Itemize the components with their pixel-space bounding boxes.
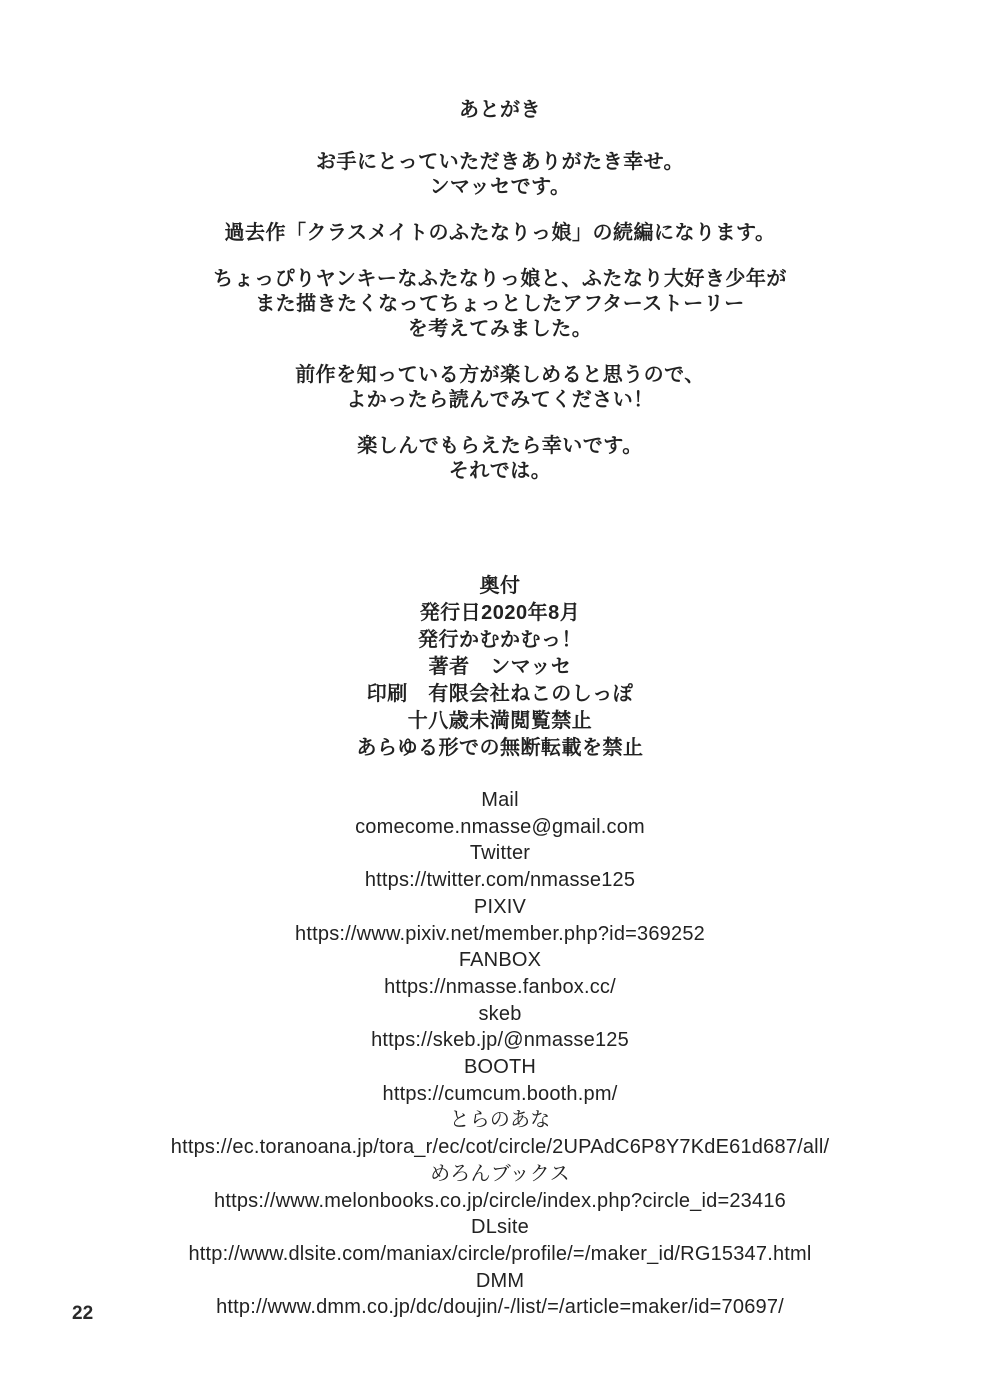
afterword-line: よかったら読んでみてください！ [346, 389, 654, 411]
afterword-line: ちょっぴりヤンキーなふたなりっ娘と、ふたなり大好き少年が [213, 268, 787, 290]
link-url: https://www.melonbooks.co.jp/circle/index.php?circle_id=23416 [214, 1189, 786, 1212]
links-section [0, 787, 1000, 1321]
link-label: BOOTH [463, 1056, 537, 1079]
afterword-line: お手にとっていただきありがたき幸せ。 [316, 151, 684, 173]
colophon-line: 発行日2020年8月 [419, 602, 581, 624]
afterword-line: を考えてみました。 [407, 318, 593, 340]
afterword-line: それでは。 [448, 460, 552, 482]
afterword-line: また描きたくなってちょっとしたアフターストーリー [255, 293, 745, 315]
afterword-paragraph [0, 363, 1000, 413]
colophon-line: 印刷 有限会社ねこのしっぽ [366, 683, 634, 705]
link-label: FANBOX [458, 949, 542, 972]
link-label: DMM [475, 1269, 525, 1292]
link-label: Mail [481, 789, 519, 811]
afterword-line: 楽しんでもらえたら幸いです。 [357, 435, 643, 457]
colophon-lines [0, 600, 1000, 762]
afterword-title: あとがき [459, 99, 541, 121]
link-url: https://nmasse.fanbox.cc/ [384, 975, 616, 998]
afterword-paragraph [0, 150, 1000, 200]
afterword-paragraphs [0, 150, 1000, 484]
colophon-line: 発行かむかむっ！ [418, 629, 582, 651]
link-label: PIXIV [473, 895, 527, 918]
afterword-section [0, 98, 1000, 484]
colophon-line: あらゆる形での無断転載を禁止 [356, 737, 644, 759]
page-number: 22 [72, 1303, 94, 1324]
colophon-section [0, 573, 1000, 762]
afterword-paragraph [0, 434, 1000, 484]
link-url: https://skeb.jp/@nmasse125 [371, 1029, 629, 1052]
link-label: DLsite [471, 1216, 529, 1239]
afterword-line: 前作を知っている方が楽しめると思うので、 [295, 364, 705, 386]
afterword-line: 過去作「クラスメイトのふたなりっ娘」の続編になります。 [224, 222, 776, 244]
link-url: https://www.pixiv.net/member.php?id=369252 [295, 922, 705, 945]
link-label: とらのあな [449, 1109, 551, 1132]
link-url: http://www.dmm.co.jp/dc/doujin/-/list/=/article=maker/id=70697/ [216, 1296, 784, 1319]
link-url: https://cumcum.booth.pm/ [382, 1082, 618, 1105]
colophon-line: 著者 ンマッセ [428, 656, 572, 678]
link-label: めろんブックス [430, 1162, 570, 1185]
afterword-paragraph [0, 221, 1000, 246]
link-url: comecome.nmasse@gmail.com [355, 815, 645, 838]
colophon-line: 十八歳未満閲覧禁止 [407, 710, 593, 732]
afterword-paragraph [0, 267, 1000, 342]
link-label: skeb [478, 1002, 522, 1025]
afterword-line: ンマッセです。 [429, 176, 571, 198]
link-url: https://twitter.com/nmasse125 [364, 869, 636, 892]
link-url: https://ec.toranoana.jp/tora_r/ec/cot/circle/2UPAdC6P8Y7KdE61d687/all/ [170, 1136, 830, 1159]
colophon-title: 奥付 [479, 575, 521, 597]
link-url: http://www.dlsite.com/maniax/circle/profile/=/maker_id/RG15347.html [188, 1242, 812, 1265]
link-label: Twitter [469, 842, 531, 865]
